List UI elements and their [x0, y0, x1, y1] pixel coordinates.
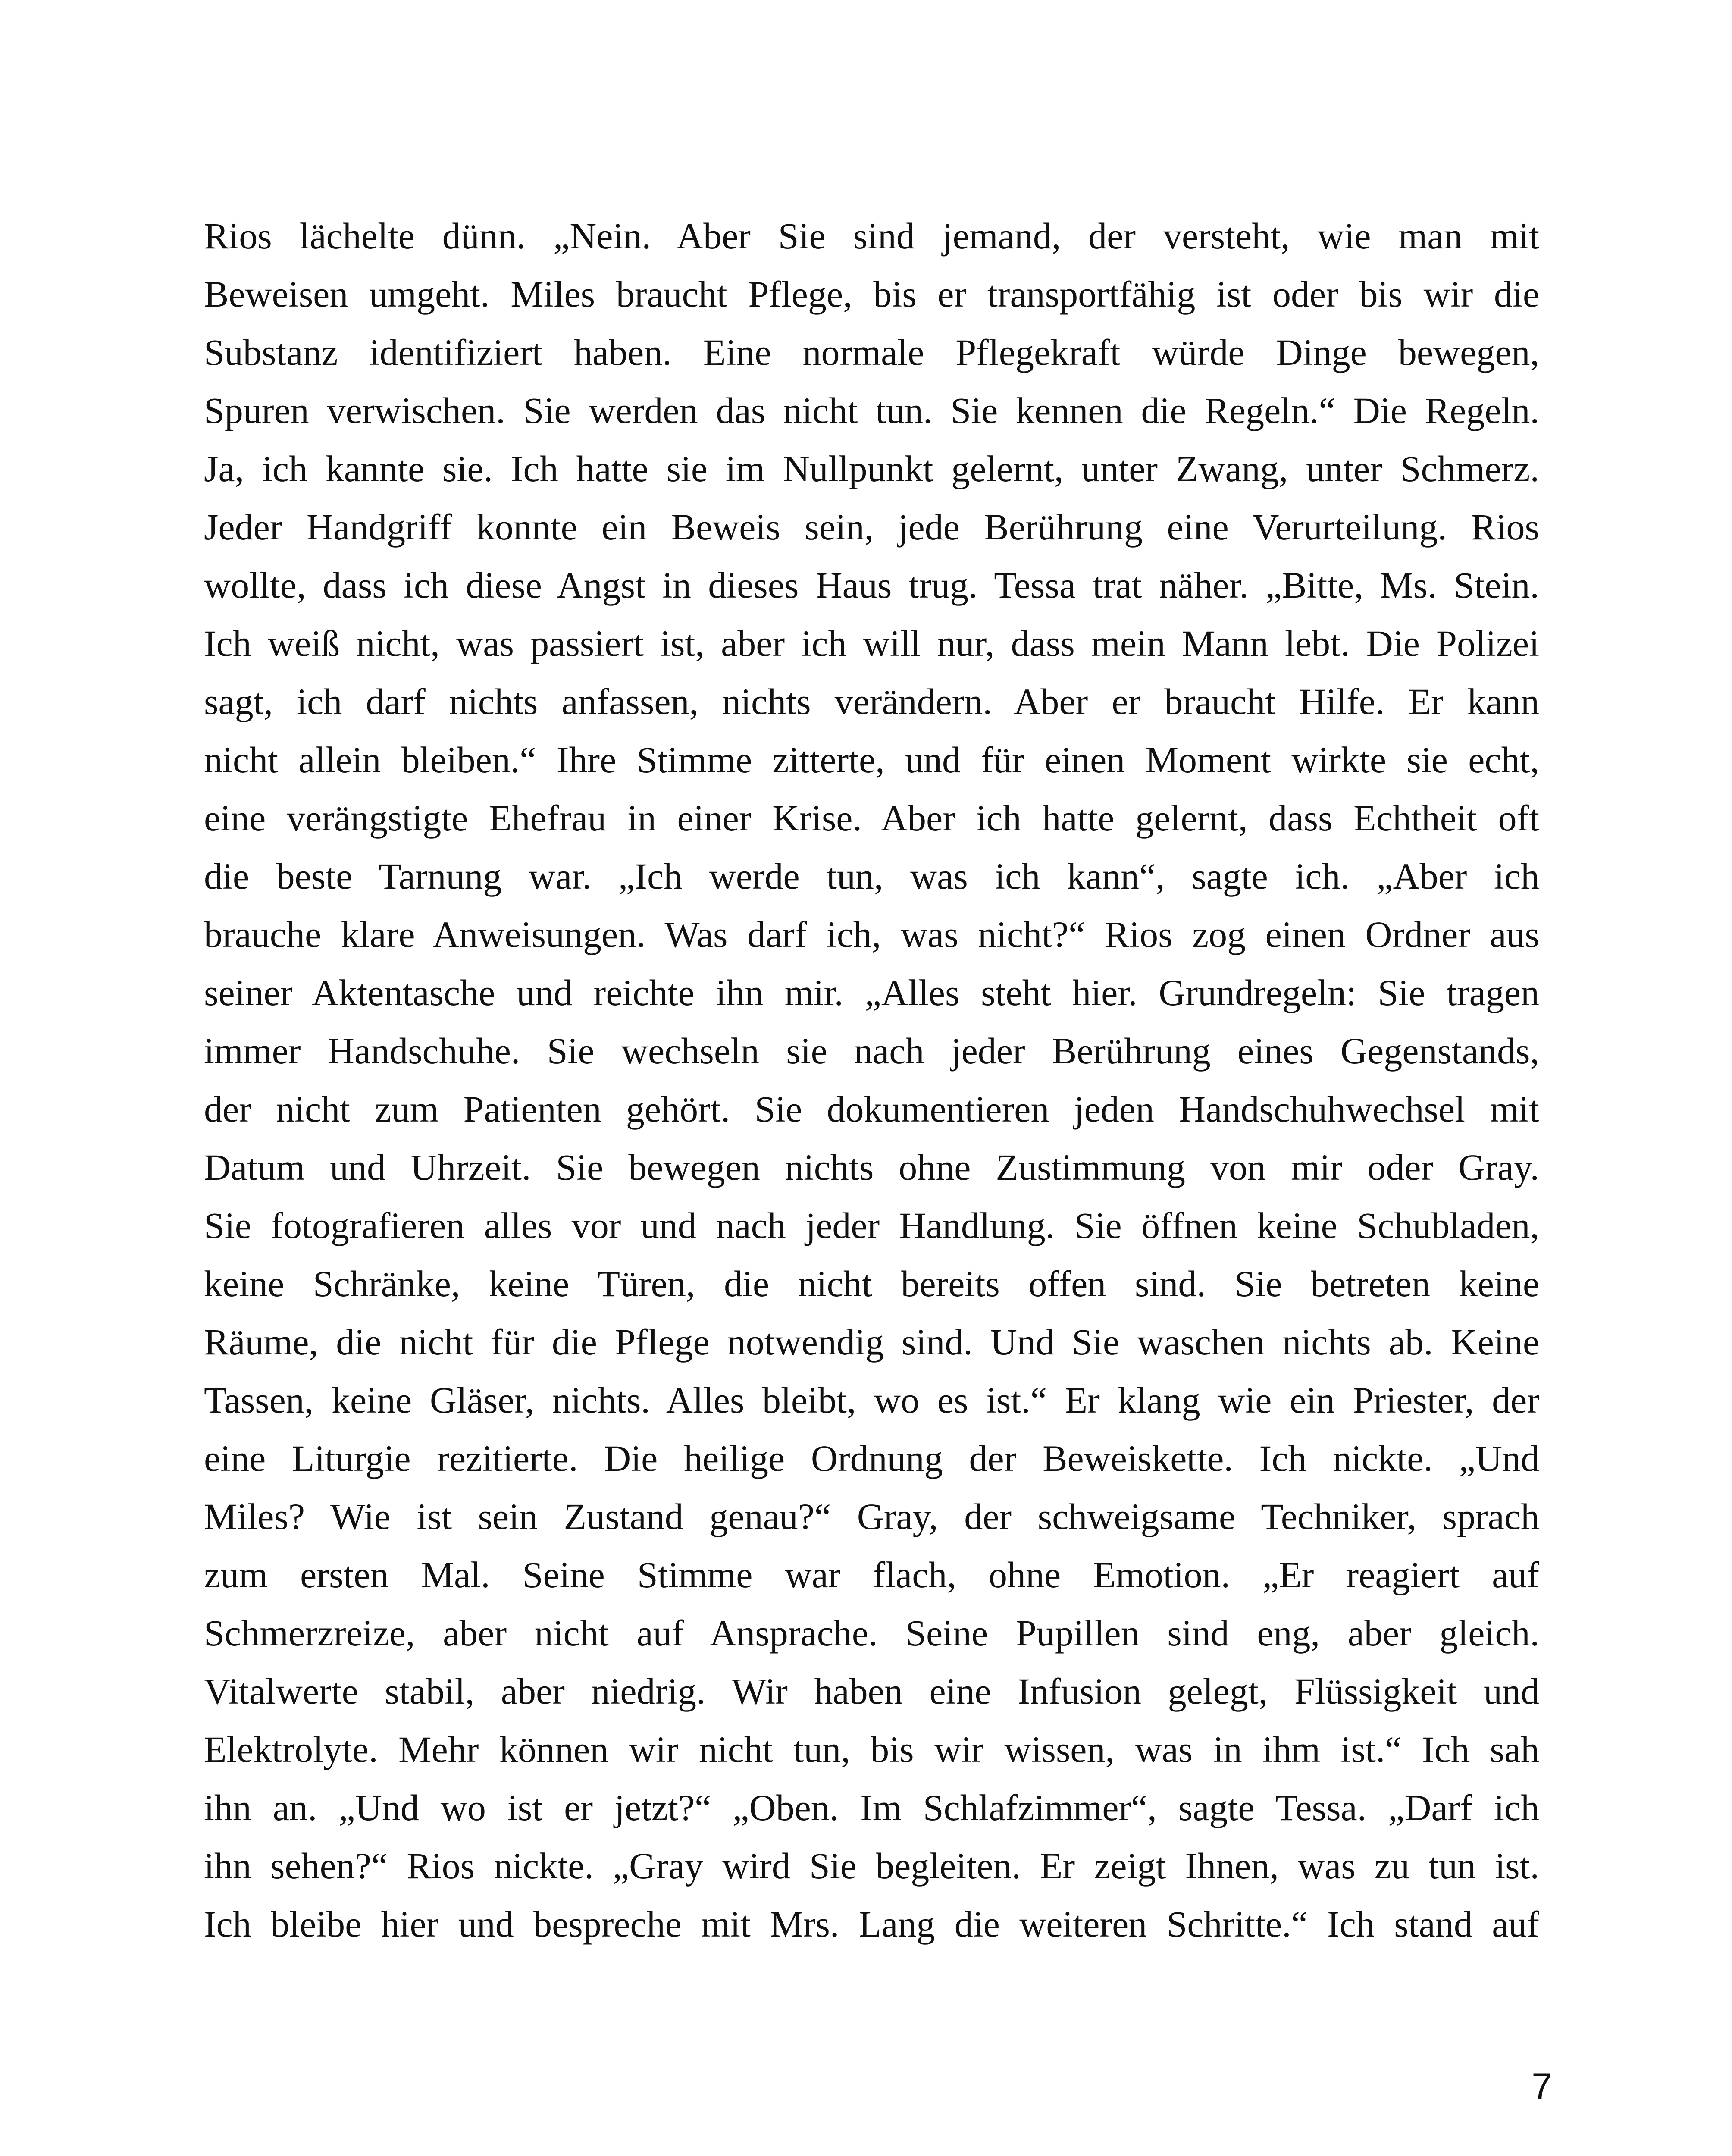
- text-line: Miles? Wie ist sein Zustand genau?“ Gray, der schweigsame Techniker, sprach: [204, 1496, 1539, 1537]
- text-line: ihn an. „Und wo ist er jetzt?“ „Oben. Im Schlafzimmer“, sagte Tessa. „Darf ich: [204, 1787, 1539, 1828]
- text-line: Räume, die nicht für die Pflege notwendig sind. Und Sie waschen nichts ab. Keine: [204, 1321, 1539, 1363]
- text-line: Datum und Uhrzeit. Sie bewegen nichts ohne Zustimmung von mir oder Gray.: [204, 1147, 1539, 1188]
- text-line: Spuren verwischen. Sie werden das nicht tun. Sie kennen die Regeln.“ Die Regeln.: [204, 390, 1539, 431]
- text-line: ihn sehen?“ Rios nickte. „Gray wird Sie begleiten. Er zeigt Ihnen, was zu tun ist.: [204, 1845, 1539, 1887]
- text-line: Substanz identifiziert haben. Eine normale Pflegekraft würde Dinge bewegen,: [204, 332, 1539, 373]
- text-line: der nicht zum Patienten gehört. Sie dokumentieren jeden Handschuhwechsel mit: [204, 1088, 1539, 1130]
- text-line: zum ersten Mal. Seine Stimme war flach, ohne Emotion. „Er reagiert auf: [204, 1554, 1539, 1595]
- text-line: sagt, ich darf nichts anfassen, nichts verändern. Aber er braucht Hilfe. Er kann: [204, 681, 1539, 722]
- text-line: Ich bleibe hier und bespreche mit Mrs. Lang die weiteren Schritte.“ Ich stand auf: [204, 1903, 1539, 1945]
- text-line: Beweisen umgeht. Miles braucht Pflege, bis er transportfähig ist oder bis wir die: [204, 273, 1539, 315]
- text-line: Ja, ich kannte sie. Ich hatte sie im Nullpunkt gelernt, unter Zwang, unter Schmerz.: [204, 448, 1539, 489]
- text-line: Jeder Handgriff konnte ein Beweis sein, jede Berührung eine Verurteilung. Rios: [204, 506, 1539, 548]
- text-line: immer Handschuhe. Sie wechseln sie nach jeder Berührung eines Gegenstands,: [204, 1030, 1539, 1072]
- body-text: [204, 207, 1539, 1953]
- text-line: Elektrolyte. Mehr können wir nicht tun, bis wir wissen, was in ihm ist.“ Ich sah: [204, 1729, 1539, 1770]
- text-line: eine Liturgie rezitierte. Die heilige Ordnung der Beweiskette. Ich nickte. „Und: [204, 1438, 1539, 1479]
- text-line: Vitalwerte stabil, aber niedrig. Wir haben eine Infusion gelegt, Flüssigkeit und: [204, 1670, 1539, 1712]
- text-line: Sie fotografieren alles vor und nach jeder Handlung. Sie öffnen keine Schubladen,: [204, 1205, 1539, 1246]
- text-line: seiner Aktentasche und reichte ihn mir. „Alles steht hier. Grundregeln: Sie tragen: [204, 972, 1539, 1013]
- text-line: Rios lächelte dünn. „Nein. Aber Sie sind jemand, der versteht, wie man mit: [204, 215, 1539, 257]
- text-line: Schmerzreize, aber nicht auf Ansprache. Seine Pupillen sind eng, aber gleich.: [204, 1612, 1539, 1654]
- page-number: 7: [1532, 2066, 1552, 2107]
- text-line: die beste Tarnung war. „Ich werde tun, was ich kann“, sagte ich. „Aber ich: [204, 856, 1539, 897]
- text-line: wollte, dass ich diese Angst in dieses Haus trug. Tessa trat näher. „Bitte, Ms. Stein.: [204, 564, 1539, 606]
- text-line: keine Schränke, keine Türen, die nicht bereits offen sind. Sie betreten keine: [204, 1263, 1539, 1304]
- text-line: Tassen, keine Gläser, nichts. Alles bleibt, wo es ist.“ Er klang wie ein Priester, der: [204, 1379, 1539, 1421]
- text-line: nicht allein bleiben.“ Ihre Stimme zitterte, und für einen Moment wirkte sie echt,: [204, 739, 1539, 780]
- text-line: eine verängstigte Ehefrau in einer Krise. Aber ich hatte gelernt, dass Echtheit oft: [204, 797, 1539, 839]
- text-line: brauche klare Anweisungen. Was darf ich, was nicht?“ Rios zog einen Ordner aus: [204, 914, 1539, 955]
- text-line: Ich weiß nicht, was passiert ist, aber ich will nur, dass mein Mann lebt. Die Polizei: [204, 623, 1539, 664]
